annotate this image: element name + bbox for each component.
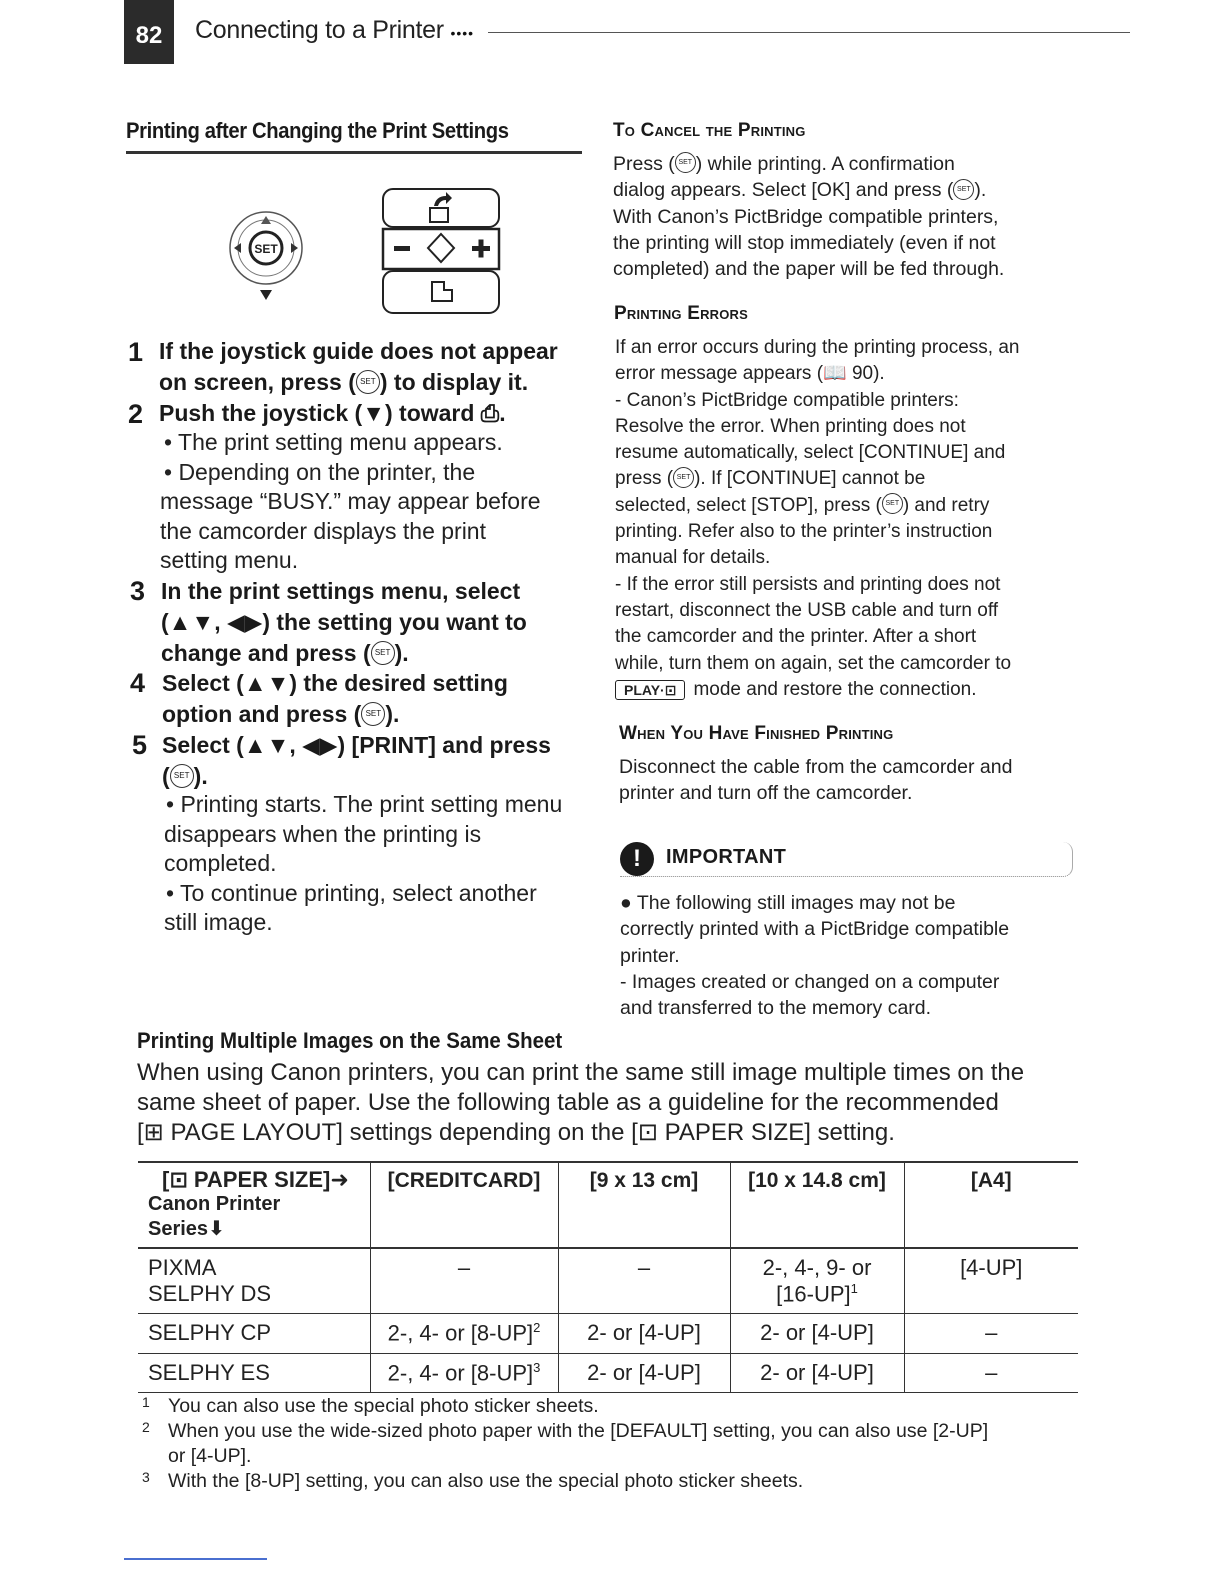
text-line xyxy=(615,466,1085,492)
table-row xyxy=(138,1248,1078,1314)
step-line xyxy=(162,761,551,792)
table-header-cell: [9 x 13 cm] xyxy=(558,1162,730,1248)
text-line: error message appears (📖 90). xyxy=(615,363,885,385)
step-number: 4 xyxy=(130,668,146,698)
footnote-line: When you use the wide-sized photo paper with the [DEFAULT] setting, you can also use [2-UP] xyxy=(168,1420,989,1442)
text-part: mode and restore the connection. xyxy=(693,678,977,700)
text-part: press ( xyxy=(615,468,674,490)
step-number: 5 xyxy=(132,730,148,760)
table-cell: – xyxy=(904,1353,1078,1392)
table-cell: SELPHY ES xyxy=(138,1353,370,1392)
important-title: IMPORTANT xyxy=(666,846,787,868)
step-part: ). xyxy=(193,763,208,789)
cancel-paragraph xyxy=(613,151,1073,282)
footnote xyxy=(140,1419,1100,1469)
table-header-cell: [A4] xyxy=(904,1162,1078,1248)
table-cell: 2- or [4-UP] xyxy=(558,1353,730,1392)
bullet-line: • Depending on the printer, the xyxy=(164,458,476,485)
step-line: In the print settings menu, select xyxy=(161,578,521,604)
footnote-line: With the [8-UP] setting, you can also use the special photo sticker sheets. xyxy=(168,1470,804,1492)
step-part: ( xyxy=(162,763,170,789)
heading-cancel-printing: To Cancel the Printing xyxy=(613,120,806,141)
cell-line: PIXMA xyxy=(148,1255,217,1280)
text-line xyxy=(613,177,1073,203)
text-line: correctly printed with a PictBridge compatible xyxy=(620,918,1010,941)
step-line xyxy=(159,367,558,398)
table-row xyxy=(138,1314,1078,1353)
svg-text:SET: SET xyxy=(254,242,278,256)
text-line: - If the error still persists and printing does not xyxy=(615,573,1001,595)
step-part: option and press ( xyxy=(162,701,362,727)
table-cell xyxy=(138,1248,370,1314)
header-rule xyxy=(488,32,1130,33)
errors-paragraph xyxy=(615,335,1085,703)
step-5-bullets xyxy=(164,790,562,938)
text-line: the camcorder and the printer. After a short xyxy=(615,626,977,648)
table-header-cell: [10 x 14.8 cm] xyxy=(730,1162,904,1248)
heading-underline xyxy=(126,151,582,154)
text-part: dialog appears. Select [OK] and press ( xyxy=(613,179,954,202)
important-icon: ! xyxy=(620,842,654,876)
footnote xyxy=(140,1394,1100,1419)
text-part: Press ( xyxy=(613,153,675,175)
bullet-line: • The print setting menu appears. xyxy=(164,429,503,455)
set-button-icon: SET xyxy=(371,641,395,665)
text-line: restart, disconnect the USB cable and turn off xyxy=(615,599,999,621)
text-line: completed) and the paper will be fed through. xyxy=(613,258,1005,281)
table-cell: 2- or [4-UP] xyxy=(730,1353,904,1392)
step-4-text xyxy=(162,668,508,730)
footnotes xyxy=(140,1394,1100,1494)
text-line: same sheet of paper. Use the following table as a guideline for the recommended xyxy=(137,1089,999,1116)
text-part: ). xyxy=(974,179,987,202)
table-corner-header xyxy=(138,1162,370,1248)
page-number-text: 82 xyxy=(135,22,163,49)
step-3-text xyxy=(161,576,527,669)
footnote-mark: 1 xyxy=(142,1394,150,1410)
set-button-icon: SET xyxy=(675,152,696,173)
text-part: ). If [CONTINUE] cannot be xyxy=(694,468,926,490)
text-part: ) while printing. A confirmation xyxy=(695,153,955,175)
step-line xyxy=(162,699,508,730)
step-number: 3 xyxy=(130,576,146,606)
text-line: printer and turn off the camcorder. xyxy=(619,782,913,805)
text-line: - Images created or changed on a computer xyxy=(620,970,1000,993)
header-dots: •••• xyxy=(450,25,475,41)
cell-part: 2-, 4- or [8-UP] xyxy=(387,1359,534,1385)
table-header-cell: [CREDITCARD] xyxy=(370,1162,558,1248)
joystick-diagram-icon xyxy=(226,204,310,304)
set-button-icon: SET xyxy=(170,764,194,788)
section-heading-print-settings: Printing after Changing the Print Settings xyxy=(126,118,509,143)
step-line: (▲▼, ◀▶) the setting you want to xyxy=(161,609,527,635)
table-cell: 2- or [4-UP] xyxy=(558,1314,730,1353)
corner-line: [⊡ PAPER SIZE]➜ xyxy=(162,1167,349,1192)
bullet-line: still image. xyxy=(164,909,273,935)
text-line: manual for details. xyxy=(615,547,771,569)
text-part: ) and retry xyxy=(902,494,990,516)
text-line xyxy=(613,151,1073,177)
step-part: ) to display it. xyxy=(379,369,529,395)
text-part: selected, select [STOP], press ( xyxy=(615,494,882,516)
footnote-mark: 3 xyxy=(142,1469,150,1485)
set-button-icon: SET xyxy=(673,467,694,488)
table-cell: 2- or [4-UP] xyxy=(730,1314,904,1353)
table-cell: SELPHY CP xyxy=(138,1314,370,1353)
corner-line: Canon Printer Series⬇ xyxy=(148,1193,281,1240)
text-line: the printing will stop immediately (even if not xyxy=(613,231,996,254)
step-line: Select (▲▼, ◀▶) [PRINT] and press xyxy=(162,732,551,758)
heading-finished-printing: When You Have Finished Printing xyxy=(619,723,894,744)
page-layout-table xyxy=(138,1161,1078,1393)
step-2-bullets xyxy=(160,428,541,576)
text-line: printer. xyxy=(620,944,680,967)
text-line xyxy=(615,677,1085,703)
page-header-title xyxy=(195,16,474,45)
footnote xyxy=(140,1469,1100,1494)
cell-line: SELPHY DS xyxy=(148,1281,272,1306)
bullet-line: setting menu. xyxy=(160,547,299,573)
table-cell: – xyxy=(370,1248,558,1314)
footnote-ref: 3 xyxy=(533,1359,541,1375)
footnote-ref: 1 xyxy=(850,1281,858,1296)
footnote-ref: 2 xyxy=(533,1320,541,1336)
bullet-line: message “BUSY.” may appear before xyxy=(160,488,541,514)
text-line: When using Canon printers, you can print the same still image multiple times on the xyxy=(137,1059,1025,1086)
finished-paragraph xyxy=(619,754,1079,807)
table-cell xyxy=(370,1314,558,1353)
footnote-line: or [4-UP]. xyxy=(168,1445,252,1467)
table-header-row xyxy=(138,1162,1078,1248)
step-number: 1 xyxy=(128,337,144,367)
bullet-line: • Printing starts. The print setting menu xyxy=(166,791,563,817)
text-line: With Canon’s PictBridge compatible printers, xyxy=(613,205,999,228)
cell-line xyxy=(741,1281,894,1307)
table-cell: – xyxy=(904,1314,1078,1353)
header-title-text: Connecting to a Printer xyxy=(195,16,444,44)
step-part: on screen, press ( xyxy=(159,369,356,395)
step-2-text: Push the joystick (▼) toward ⎙. xyxy=(159,400,506,426)
set-button-icon: SET xyxy=(882,493,903,514)
bullet-line: • To continue printing, select another xyxy=(166,879,537,906)
table-cell: [4-UP] xyxy=(904,1248,1078,1314)
text-line: while, turn them on again, set the camcorder to xyxy=(615,652,1012,674)
footnote-mark: 2 xyxy=(142,1419,150,1435)
important-paragraph xyxy=(620,890,1090,1021)
text-line: - Canon’s PictBridge compatible printers: xyxy=(615,389,959,411)
text-line: Disconnect the cable from the camcorder and xyxy=(619,756,1013,778)
step-part: change and press ( xyxy=(161,640,371,666)
table-cell xyxy=(730,1248,904,1314)
text-line: Resolve the error. When printing does not xyxy=(615,415,966,437)
set-button-icon: SET xyxy=(361,702,385,726)
text-line xyxy=(615,493,1085,519)
text-line: printing. Refer also to the printer’s instruction xyxy=(615,521,993,543)
set-button-icon: SET xyxy=(953,179,974,200)
text-line: ● The following still images may not be xyxy=(620,892,956,914)
bullet-line: the camcorder displays the print xyxy=(160,517,486,544)
text-line: and transferred to the memory card. xyxy=(620,997,932,1020)
step-line: Select (▲▼) the desired setting xyxy=(162,670,508,696)
play-mode-badge: PLAY·⊡ xyxy=(615,680,685,700)
step-number: 2 xyxy=(128,399,144,429)
heading-printing-errors: Printing Errors xyxy=(614,303,749,324)
step-line: If the joystick guide does not appear xyxy=(159,338,558,364)
footnote-line: You can also use the special photo sticker sheets. xyxy=(168,1395,599,1417)
page-number xyxy=(124,0,174,64)
bullet-line: disappears when the printing is xyxy=(164,820,482,847)
table-cell xyxy=(370,1353,558,1392)
text-line: [⊞ PAGE LAYOUT] settings depending on the [⊡ PAPER SIZE] setting. xyxy=(137,1119,895,1146)
multiple-images-paragraph xyxy=(137,1058,1097,1148)
section-heading-multiple-images: Printing Multiple Images on the Same Sheet xyxy=(137,1028,563,1053)
table-row xyxy=(138,1353,1078,1392)
set-button-icon: SET xyxy=(356,370,380,394)
step-part: ). xyxy=(385,701,400,727)
bottom-rule xyxy=(124,1558,267,1560)
table-cell: – xyxy=(558,1248,730,1314)
text-line: If an error occurs during the printing process, an xyxy=(615,337,1020,358)
step-5-text xyxy=(162,730,551,792)
step-line xyxy=(161,638,527,669)
cell-part: [16-UP] xyxy=(776,1281,851,1307)
text-line: resume automatically, select [CONTINUE] and xyxy=(615,442,1006,464)
bullet-line: completed. xyxy=(164,850,277,876)
cell-line: 2-, 4-, 9- or xyxy=(762,1255,872,1280)
step-1-text xyxy=(159,336,558,398)
step-part: ). xyxy=(394,640,409,666)
joystick-guide-icon xyxy=(380,186,504,316)
cell-part: 2-, 4- or [8-UP] xyxy=(387,1320,534,1346)
